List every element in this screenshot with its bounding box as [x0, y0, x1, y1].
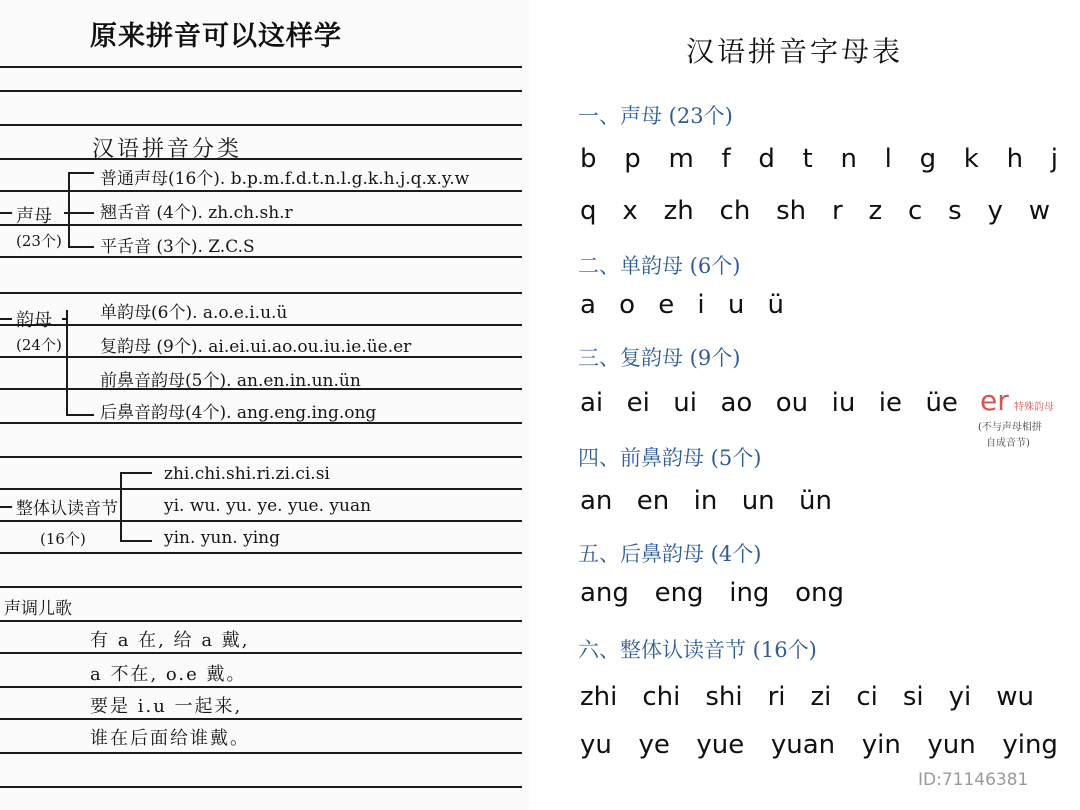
yunmu-count: (24个) — [16, 336, 62, 354]
pinyin-letter: z — [868, 196, 883, 226]
pinyin-alphabet-panel — [540, 0, 1080, 810]
ruled-line — [0, 552, 522, 554]
letter-row — [580, 144, 1058, 174]
pinyin-letter: zhi — [580, 682, 618, 712]
pinyin-letter: g — [919, 144, 937, 174]
special-final-note: 自成音节) — [986, 438, 1030, 449]
bracket-line — [68, 172, 94, 174]
ruled-line — [0, 224, 522, 226]
section-heading-danyunmu: 二、单韵母 (6个) — [578, 254, 741, 278]
special-final-note: 特殊韵母 — [1014, 402, 1054, 413]
letter-row — [580, 196, 1050, 226]
pinyin-letter: k — [963, 144, 979, 174]
special-final-note: (不与声母相拼 — [978, 422, 1042, 433]
pinyin-letter: yin — [861, 730, 901, 760]
bracket-line — [66, 414, 94, 416]
zhengti-item: yi. wu. yu. ye. yue. yuan — [164, 496, 372, 516]
handwritten-notes-panel — [0, 0, 530, 810]
pinyin-letter: u — [727, 290, 745, 320]
section-heading-fuyunmu: 三、复韵母 (9个) — [578, 346, 741, 370]
pinyin-letter: p — [624, 144, 641, 174]
zhengti-item: yin. yun. ying — [164, 528, 280, 548]
pinyin-letter: ong — [795, 578, 844, 608]
special-final-er: er — [980, 384, 1009, 417]
bracket-line — [120, 540, 152, 542]
tone-song-line: 有 a 在, 给 a 戴, — [90, 630, 250, 651]
yunmu-item: 前鼻音韵母(5个). an.en.in.un.ün — [100, 371, 361, 391]
ruled-line — [0, 124, 522, 126]
tone-song-line: 谁在后面给谁戴。 — [90, 728, 250, 749]
pinyin-letter: in — [693, 486, 718, 516]
pinyin-letter: i — [697, 290, 705, 320]
pinyin-letter: h — [1006, 144, 1024, 174]
pinyin-letter: o — [619, 290, 636, 320]
ruled-line — [0, 718, 522, 720]
pinyin-letter: ying — [1002, 730, 1058, 760]
pinyin-letter: r — [832, 196, 843, 226]
bracket-line — [66, 310, 68, 414]
pinyin-letter: ei — [626, 388, 650, 418]
pinyin-letter: m — [668, 144, 694, 174]
pinyin-letter: e — [658, 290, 675, 320]
tone-song-line: a 不在, o.e 戴。 — [90, 664, 247, 685]
pinyin-letter: yue — [696, 730, 745, 760]
ruled-line — [0, 324, 522, 326]
ruled-line — [0, 488, 522, 490]
pinyin-letter: en — [636, 486, 670, 516]
tone-song-title: 声调儿歌 — [4, 599, 72, 619]
shengmu-item: 普通声母(16个). b.p.m.f.d.t.n.l.g.k.h.j.q.x.y.w — [100, 169, 470, 189]
pinyin-letter: si — [902, 682, 924, 712]
ruled-line — [0, 786, 522, 788]
pinyin-letter: ao — [720, 388, 753, 418]
left-title: 原来拼音可以这样学 — [90, 21, 342, 52]
pinyin-letter: ri — [767, 682, 786, 712]
pinyin-letter: t — [802, 144, 813, 174]
ruled-line — [0, 652, 522, 654]
tone-song-line: 要是 i.u 一起来, — [90, 696, 243, 717]
ruled-line — [0, 90, 522, 92]
pinyin-letter: j — [1050, 144, 1058, 174]
pinyin-letter: ui — [673, 388, 697, 418]
pinyin-letter: zi — [810, 682, 832, 712]
bracket-line — [68, 172, 70, 246]
bracket-line — [0, 506, 12, 508]
pinyin-letter: üe — [925, 388, 958, 418]
zhengti-label: 整体认读音节 — [16, 499, 118, 519]
ruled-line — [0, 686, 522, 688]
pinyin-letter: chi — [642, 682, 681, 712]
pinyin-letter: q — [580, 196, 597, 226]
pinyin-letter: c — [908, 196, 923, 226]
section-heading-houbiyunmu: 五、后鼻韵母 (4个) — [578, 542, 762, 566]
pinyin-letter: s — [948, 196, 962, 226]
pinyin-letter: w — [1028, 196, 1050, 226]
bracket-line — [0, 318, 12, 320]
letter-row — [580, 578, 844, 608]
bracket-line — [68, 246, 94, 248]
pinyin-letter: sh — [776, 196, 807, 226]
ruled-line — [0, 620, 522, 622]
shengmu-label: 声母 — [16, 206, 52, 227]
ruled-line — [0, 520, 522, 522]
pinyin-letter: n — [840, 144, 857, 174]
pinyin-letter: ch — [719, 196, 751, 226]
pinyin-letter: ü — [767, 290, 784, 320]
watermark-id: ID:71146381 — [918, 770, 1029, 790]
yunmu-item: 后鼻音韵母(4个). ang.eng.ing.ong — [100, 403, 377, 423]
section-heading-zhengti: 六、整体认读音节 (16个) — [578, 638, 817, 662]
shengmu-item: 翘舌音 (4个). zh.ch.sh.r — [100, 203, 293, 223]
yunmu-item: 复韵母 (9个). ai.ei.ui.ao.ou.iu.ie.üe.er — [100, 337, 412, 357]
zhengti-count: (16个) — [40, 530, 86, 548]
letter-row — [580, 388, 958, 418]
yunmu-item: 单韵母(6个). a.o.e.i.u.ü — [100, 303, 288, 323]
right-title: 汉语拼音字母表 — [686, 35, 904, 68]
letter-row — [580, 682, 1034, 712]
section-heading-shengmu: 一、声母 (23个) — [578, 104, 733, 128]
ruled-line — [0, 66, 522, 68]
shengmu-count: (23个) — [16, 232, 62, 250]
pinyin-letter: un — [741, 486, 775, 516]
section-heading-qianbiyunmu: 四、前鼻韵母 (5个) — [578, 446, 762, 470]
ruled-line — [0, 456, 522, 458]
pinyin-letter: ye — [638, 730, 670, 760]
ruled-line — [0, 158, 522, 160]
pinyin-letter: iu — [831, 388, 856, 418]
pinyin-letter: y — [987, 196, 1003, 226]
bracket-line — [0, 212, 12, 214]
pinyin-letter: yu — [580, 730, 612, 760]
pinyin-letter: ai — [580, 388, 604, 418]
letter-row — [580, 290, 784, 320]
pinyin-letter: b — [580, 144, 597, 174]
pinyin-letter: ie — [878, 388, 902, 418]
pinyin-letter: ang — [580, 578, 629, 608]
zhengti-item: zhi.chi.shi.ri.zi.ci.si — [164, 464, 330, 484]
ruled-line — [0, 586, 522, 588]
pinyin-letter: d — [758, 144, 775, 174]
pinyin-letter: eng — [654, 578, 704, 608]
ruled-line — [0, 190, 522, 192]
pinyin-letter: yun — [927, 730, 976, 760]
shengmu-item: 平舌音 (3个). Z.C.S — [100, 237, 255, 257]
pinyin-letter: zh — [663, 196, 694, 226]
bracket-line — [120, 472, 122, 540]
letter-row — [580, 486, 832, 516]
ruled-line — [0, 256, 522, 258]
pinyin-letter: wu — [996, 682, 1034, 712]
pinyin-letter: f — [721, 144, 731, 174]
letter-row — [580, 730, 1058, 760]
pinyin-letter: ci — [856, 682, 878, 712]
pinyin-letter: shi — [705, 682, 743, 712]
pinyin-letter: an — [580, 486, 613, 516]
bracket-line — [120, 472, 152, 474]
ruled-line — [0, 752, 522, 754]
pinyin-letter: ou — [775, 388, 809, 418]
pinyin-letter: yi — [948, 682, 972, 712]
ruled-line — [0, 292, 522, 294]
yunmu-label: 韵母 — [16, 310, 52, 331]
pinyin-letter: a — [580, 290, 596, 320]
pinyin-letter: l — [884, 144, 892, 174]
bracket-line — [68, 212, 94, 214]
pinyin-letter: yuan — [770, 730, 836, 760]
pinyin-letter: x — [622, 196, 638, 226]
pinyin-letter: ing — [729, 578, 770, 608]
pinyin-letter: ün — [799, 486, 832, 516]
classification-subtitle: 汉语拼音分类 — [92, 137, 243, 162]
